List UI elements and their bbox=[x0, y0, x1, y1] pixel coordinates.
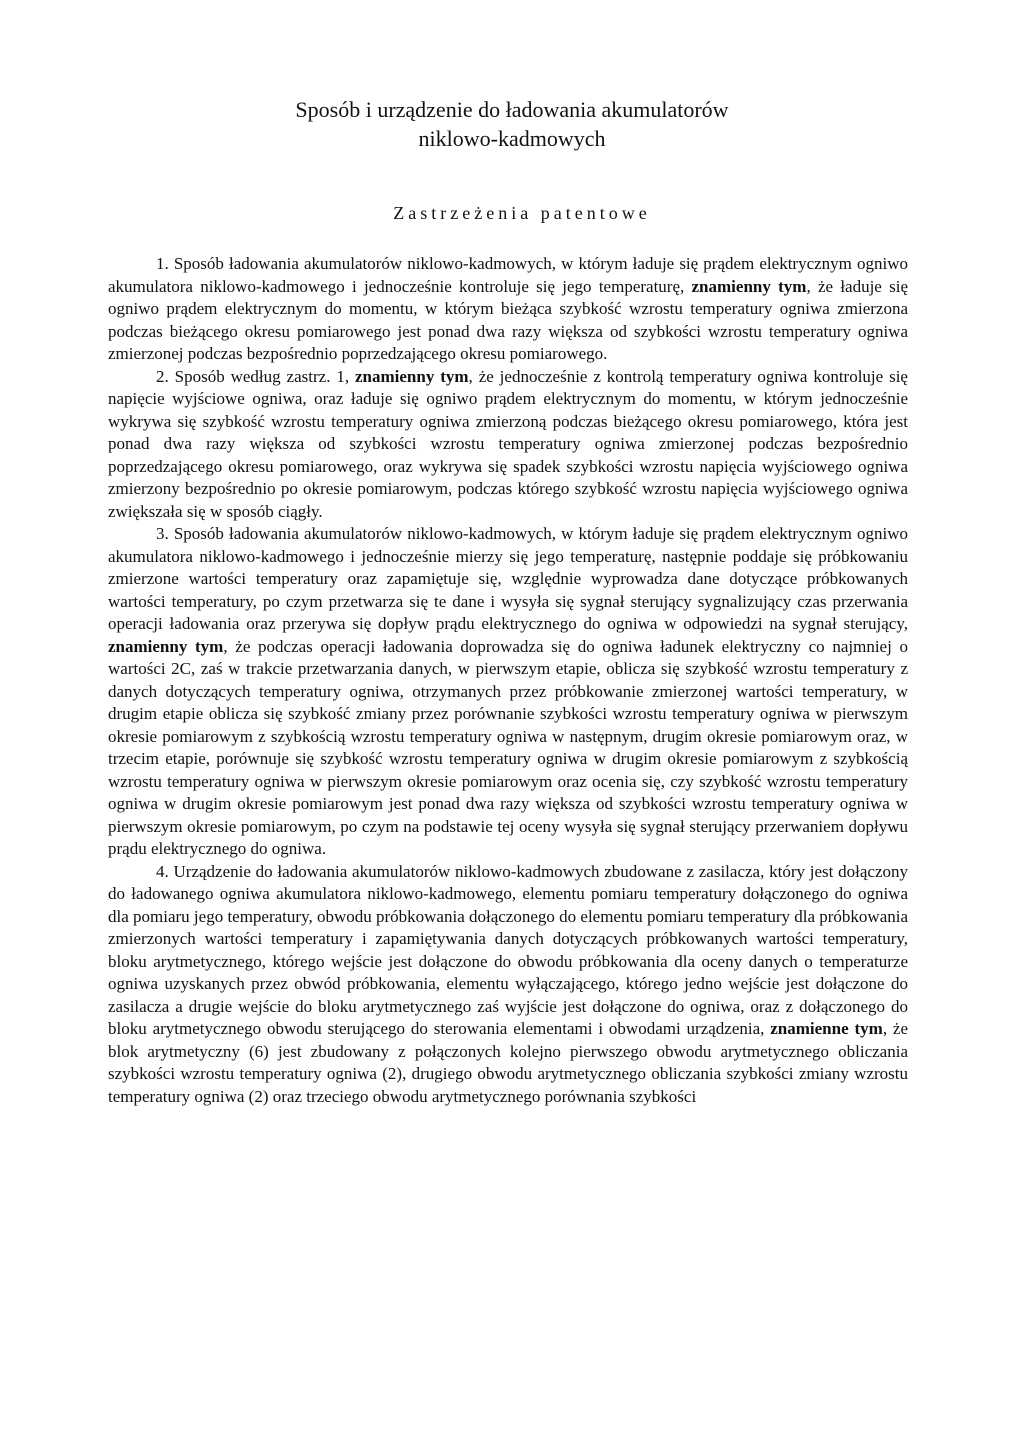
claim-3-text-after: , że podczas operacji ładowania doprowadza się do ogniwa ładunek elektryczny co najmniej o wartości 2C, zaś w trakcie przetwarzania danych, w pierwszym etapie, oblicza się szybkość wzrostu temperatury z danych dotyczących temperatury ogniwa, otrzymanych przez próbkowanie zmierzonej wartości temperatury, w drugim etapie oblicza się szybkość zmiany przez porównanie szybkości wzrostu temperatury ogniwa w pierwszym okresie pomiarowym z szybkością wzrostu temperatury ogniwa w następnym, drugim okresie pomiarowym oraz, w trzecim etapie, porównuje się szybkość wzrostu temperatury ogniwa w drugim okresie pomiarowym z szybkością wzrostu temperatury ogniwa w pierwszym okresie pomiarowym oraz ocenia się, czy szybkość wzrostu temperatury ogniwa w drugim okresie pomiarowym jest ponad dwa razy większa od szybkości wzrostu temperatury ogniwa w pierwszym okresie pomiarowym, po czym na podstawie tej oceny wysyła się sygnał sterujący przerwaniem dopływu prądu elektrycznego do ogniwa. bbox=[108, 636, 908, 858]
document-title bbox=[0, 95, 1024, 153]
claim-2 bbox=[108, 366, 908, 524]
claim-2-text-after: , że jednocześnie z kontrolą temperatury ogniwa kontroluje się napięcie wyjściowe ogniwa, oraz ładuje się ogniwo prądem elektrycznym do momentu, w którym jednocześnie wykrywa się szybkość wzrostu temperatury ogniwa zmierzoną podczas bieżącego okresu pomiarowego, która jest ponad dwa razy większa od szybkości wzrostu temperatury ogniwa zmierzonej podczas bezpośrednio poprzedzającego okresu pomiarowego, oraz wykrywa się spadek szybkości wzrostu napięcia wyjściowego ogniwa zmierzony bezpośrednio po okresie pomiarowym, podczas którego szybkość wzrostu napięcia wyjściowego ogniwa zwiększała się w sposób ciągły. bbox=[108, 366, 908, 521]
document-title-line-1: Sposób i urządzenie do ładowania akumulatorów bbox=[295, 97, 729, 122]
claim-4-text-before: 4. Urządzenie do ładowania akumulatorów niklowo-kadmowych zbudowane z zasilacza, który jest dołączony do ładowanego ogniwa akumulatora niklowo-kadmowego, elementu pomiaru temperatury dołączonego do ogniwa dla pomiaru jego temperatury, obwodu próbkowania dołączonego do elementu pomiaru temperatury dla próbkowania zmierzonych wartości temperatury i zapamiętywania danych dotyczących próbkowanych wartości temperatury, bloku arytmetycznego, którego wejście jest dołączone do obwodu próbkowania dla oceny danych o temperaturze ogniwa uzyskanych przez obwód próbkowania, elementu wyłączającego, którego jedno wejście jest dołączone do zasilacza a drugie wejście do bloku arytmetycznego zaś wyjście jest dołączone do ogniwa, oraz z dołączonego do bloku arytmetycznego obwodu sterującego do sterowania elementami i obwodami urządzenia, bbox=[108, 861, 909, 1038]
claim-1-text-after: , że ładuje się ogniwo prądem elektrycznym do momentu, w którym bieżąca szybkość wzrostu temperatury ogniwa zmierzona podczas bieżącego okresu pomiarowego jest ponad dwa razy większa od szybkości wzrostu temperatury ogniwa zmierzonej podczas bezpośrednio poprzedzającego okresu pomiarowego. bbox=[108, 276, 909, 363]
claim-2-emphasis: znamienny tym bbox=[354, 366, 469, 386]
claim-1 bbox=[108, 253, 908, 366]
claim-2-text-before: 2. Sposób według zastrz. 1, bbox=[156, 366, 355, 386]
section-heading: Zastrzeżenia patentowe bbox=[393, 203, 651, 223]
document-title-line-2: niklowo-kadmowych bbox=[418, 126, 606, 151]
claim-1-text-before: 1. Sposób ładowania akumulatorów niklowo-kadmowych, w którym ładuje się prądem elektrycznym ogniwo akumulatora niklowo-kadmowego i jednocześnie kontroluje się jego temperaturę, bbox=[108, 254, 908, 296]
claim-4-emphasis: znamienne tym bbox=[770, 1019, 883, 1038]
claims-body bbox=[108, 253, 908, 1108]
claim-3 bbox=[108, 523, 908, 861]
claim-3-text-before: 3. Sposób ładowania akumulatorów niklowo-kadmowych, w którym ładuje się prądem elektrycznym ogniwo akumulatora niklowo-kadmowego i jednocześnie mierzy się jego temperaturę, następnie poddaje się próbkowaniu zmierzone wartości temperatury oraz zapamiętuje się, względnie wyprowadza dane dotyczące próbkowanych wartości temperatury, po czym przetwarza się te dane i wysyła się sygnał sterujący sygnalizujący czas przerwania operacji ładowania oraz przerywa się dopływ prądu elektrycznego do ogniwa w odpowiedzi na sygnał sterujący, bbox=[108, 524, 908, 633]
claim-4-text-after: , że blok arytmetyczny (6) jest zbudowany z połączonych kolejno pierwszego obwodu arytmetycznego obliczania szybkości wzrostu temperatury ogniwa (2), drugiego obwodu arytmetycznego obliczania szybkości zmiany wzrostu temperatury ogniwa (2) oraz trzeciego obwodu arytmetycznego porównania szybkości bbox=[108, 1019, 909, 1106]
claim-4 bbox=[108, 861, 908, 1109]
claim-3-emphasis: znamienny tym bbox=[108, 636, 224, 656]
claim-1-emphasis: znamienny tym bbox=[691, 276, 807, 296]
